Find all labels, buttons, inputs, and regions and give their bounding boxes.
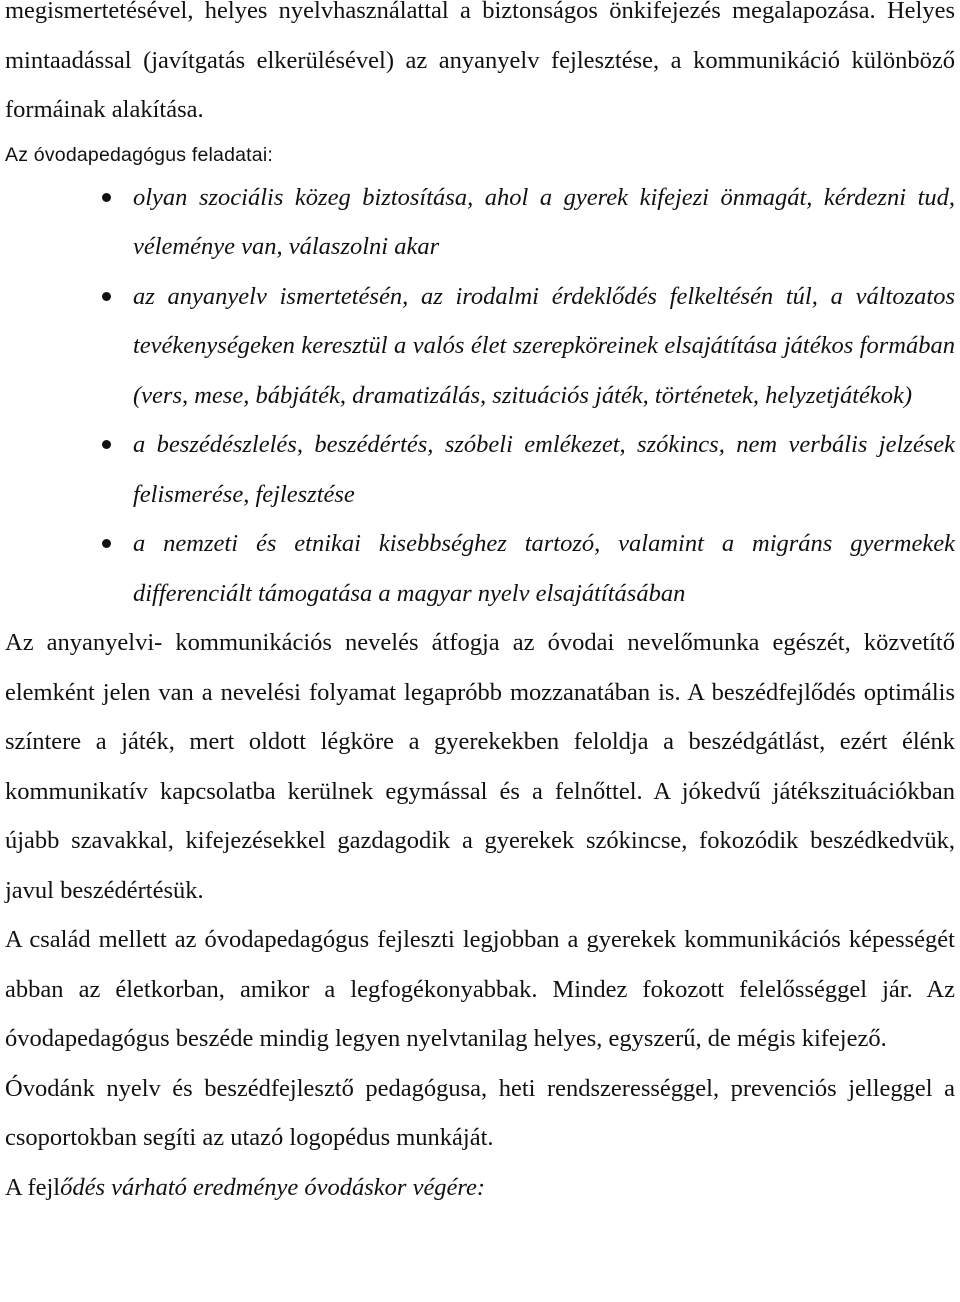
body-paragraph: Az anyanyelvi- kommunikációs nevelés átfogja az óvodai nevelőmunka egészét, közvetítő elemként jelen van a nevelési folyamat legapróbb mozzanatában is. A beszédfejlődés optimális színtere a játék, mert oldott légköre a gyerekekben feloldja a beszédgátlást, ezért élénk kommunikatív kapcsolatba kerülnek egymással és a felnőttel. A jókedvű játékszituációkban újabb szavakkal, kifejezésekkel gazdagodik a gyerekek szókincse, fokozódik beszédkedvük, javul beszédértésük. [5,629,955,904]
body-paragraph: A család mellett az óvodapedagógus fejleszti legjobban a gyerekek kommunikációs képességét abban az életkorban, amikor a legfogékonyabbak. Mindez fokozott felelősséggel jár. Az óvodapedagógus beszéde mindig legyen nyelvtanilag helyes, egyszerű, de mégis kifejező. [5,926,955,1052]
section-heading-prefix: A fejl [5,1173,61,1201]
list-item [5,272,955,421]
list-item [5,173,955,272]
section-heading [5,1163,955,1213]
bullet-icon [102,440,111,449]
bullet-icon [102,539,111,548]
intro-paragraph: megismertetésével, helyes nyelvhasználattal a biztonságos önkifejezés megalapozása. Helyes mintaadással (javítgatás elkerülésével) az anyanyelv fejlesztése, a kommunikáció különböző formáinak alakítása. [5,0,955,123]
tasks-list [5,173,955,619]
bullet-icon [102,292,111,301]
list-item-text: az anyanyelv ismertetésén, az irodalmi érdeklődés felkeltésén túl, a változatos tevékenységeken keresztül a valós élet szerepköreinek elsajátítása játékos formában (vers, mese, bábjáték, dramatizálás, szituációs játék, történetek, helyzetjátékok) [133,282,955,409]
document-page [5,0,955,1212]
list-item [5,519,955,618]
list-item-text: a beszédészlelés, beszédértés, szóbeli emlékezet, szókincs, nem verbális jelzések felismerése, fejlesztése [133,431,955,508]
list-item-text: olyan szociális közeg biztosítása, ahol a gyerek kifejezi önmagát, kérdezni tud, véleménye van, válaszolni akar [133,183,955,260]
tasks-heading: Az óvodapedagógus feladatai: [5,143,273,166]
body-paragraph: Óvodánk nyelv és beszédfejlesztő pedagógusa, heti rendszerességgel, prevenciós jelleggel a csoportokban segíti az utazó logopédus munkáját. [5,1074,955,1151]
list-item-text: a nemzeti és etnikai kisebbséghez tartozó, valamint a migráns gyermekek differenciált támogatása a magyar nyelv elsajátításában [133,530,955,607]
bullet-icon [102,193,111,202]
section-heading-italic: ődés várható eredménye óvodáskor végére: [60,1173,486,1201]
list-item [5,420,955,519]
